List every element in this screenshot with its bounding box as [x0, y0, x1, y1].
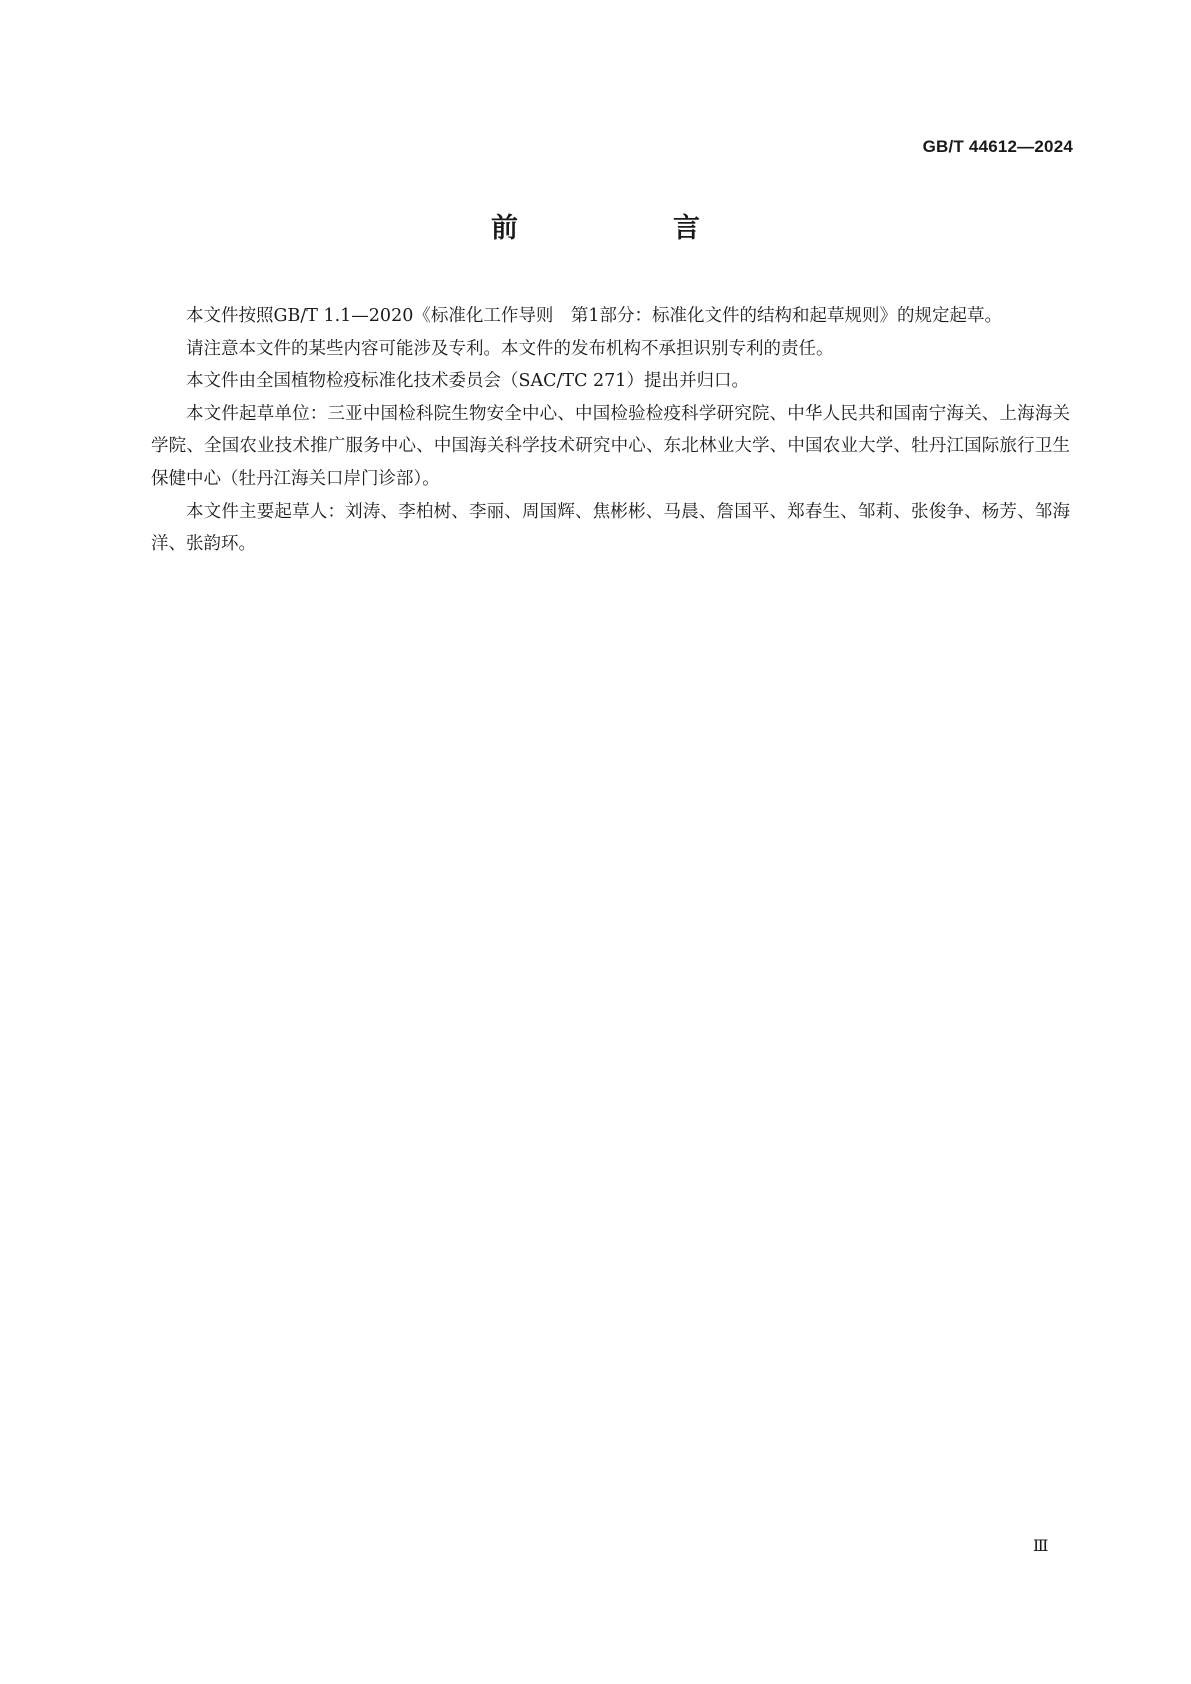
paragraph-drafting-units: 本文件起草单位：三亚中国检科院生物安全中心、中国检验检疫科学研究院、中华人民共和国南宁海关、上海海关学院、全国农业技术推广服务中心、中国海关科学技术研究中心、东北林业大学、中国农业大学、牡丹江国际旅行卫生保健中心（牡丹江海关口岸门诊部）。	[151, 403, 1070, 489]
page-number: Ⅲ	[1033, 1536, 1048, 1555]
paragraph-drafting-rules: 本文件按照GB/T 1.1—2020《标准化工作导则 第1部分：标准化文件的结构和起草规则》的规定起草。	[186, 306, 1002, 326]
paragraph-proposer: 本文件由全国植物检疫标准化技术委员会（SAC/TC 271）提出并归口。	[186, 371, 749, 392]
foreword-body	[151, 300, 1070, 561]
paragraph-patent-notice: 请注意本文件的某些内容可能涉及专利。本文件的发布机构不承担识别专利的责任。	[186, 338, 834, 359]
page-title: 前 言	[491, 213, 764, 244]
document-code: GB/T 44612—2024	[922, 137, 1073, 156]
paragraph-drafters: 本文件主要起草人：刘涛、李柏树、李丽、周国辉、焦彬彬、马晨、詹国平、郑春生、邹莉、张俊争、杨芳、邹海洋、张韵环。	[151, 501, 1070, 555]
